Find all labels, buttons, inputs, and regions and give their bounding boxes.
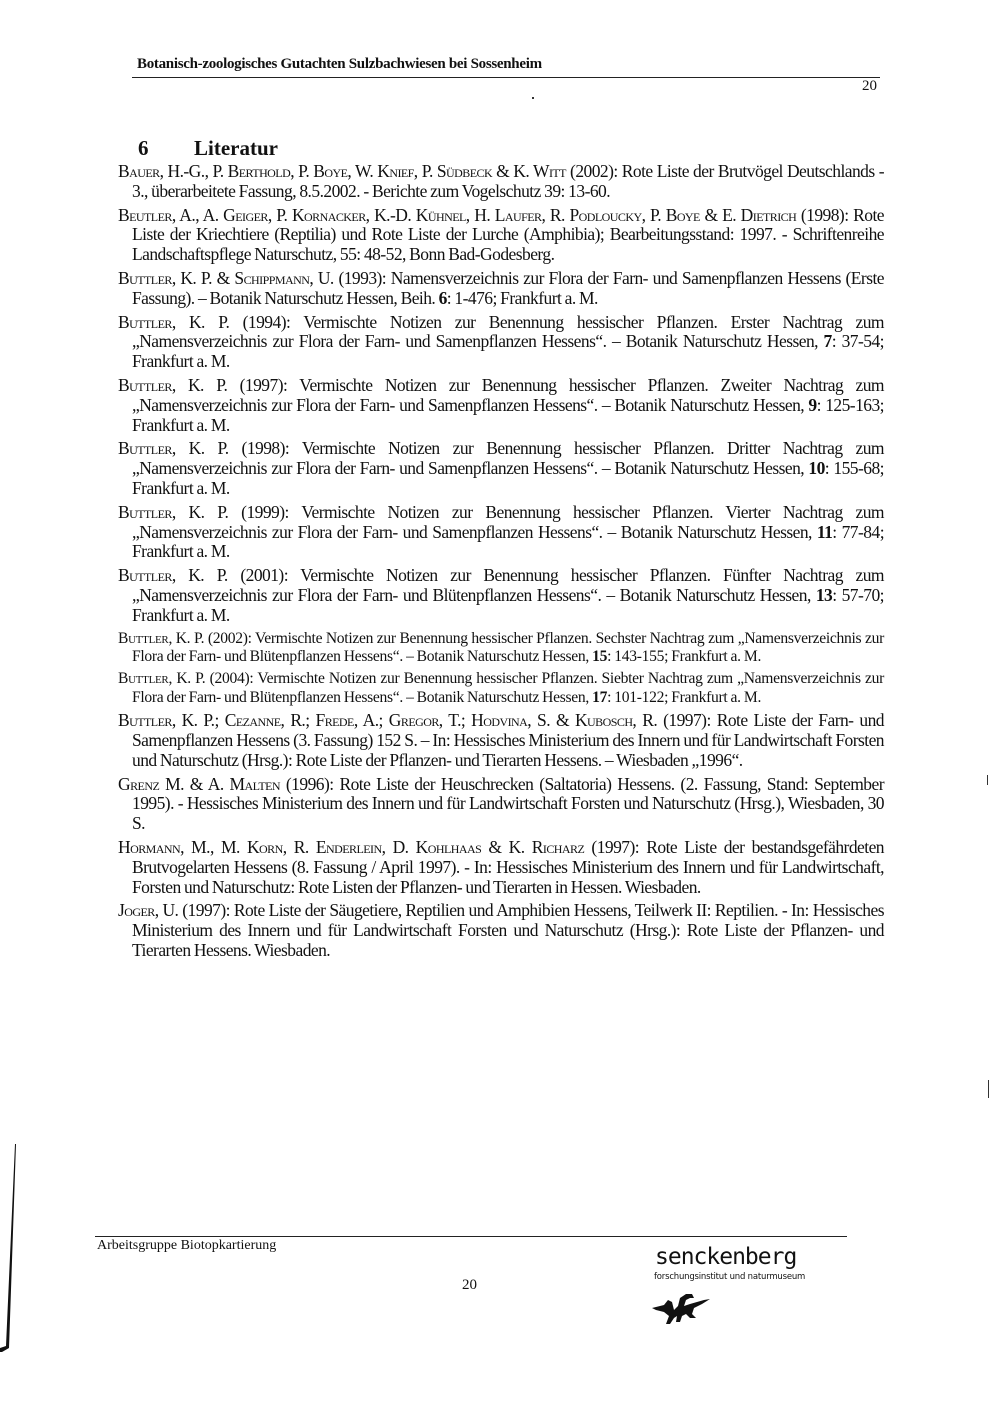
reference-volume: 10 [808,458,825,479]
reference-volume: 6 [438,287,447,308]
scan-speck [532,97,534,99]
reference-item [118,711,884,770]
reference-authors: Buttler, K. P. & Schippmann, U. [118,267,334,288]
footer-rule [95,1236,847,1237]
reference-item [118,376,884,435]
reference-item [118,775,884,834]
reference-text: (1996): Rote Liste der Heuschrecken (Saltatoria) Hessens. (2. Fassung, Stand: September 1995). - Hessisches Ministerium des Innern und für Landwirtschaft Forsten und Naturschutz (Hrsg.), Wiesbaden, 30 S. [132,773,884,834]
reference-authors: Buttler, K. P. [118,311,230,332]
reference-authors: Bauer, H.-G., P. Berthold, P. Boye, W. Knief, P. Südbeck & K. Witt [118,161,566,181]
dinosaur-icon [650,1288,712,1331]
reference-text: (1994): Vermischte Notizen zur Benennung hessischer Pflanzen. Erster Nachtrag zum „Namensverzeichnis zur Flora der Farn- und Samenpflanzen Hessens“. – Botanik Naturschutz Hessen, [132,311,884,352]
reference-volume: 13 [815,584,833,605]
header-page-number: 20 [862,78,877,94]
reference-volume: 9 [808,394,817,415]
scan-speck [987,775,988,785]
reference-text: (1997): Vermischte Notizen zur Benennung hessischer Pflanzen. Zweiter Nachtrag zum „Namensverzeichnis zur Flora der Farn- und Samenpflanzen Hessens“. – Botanik Naturschutz Hessen, [132,374,884,415]
section-heading [138,136,278,160]
reference-item [118,269,884,309]
reference-authors: Buttler, K. P. [118,501,229,522]
reference-item [118,901,884,960]
reference-pages: : 77-84; Frankfurt a. M. [132,521,885,562]
reference-list [118,162,884,965]
running-header-title: Botanisch-zoologisches Gutachten Sulzbachwiesen bei Sossenheim [137,56,542,72]
reference-authors: Beutler, A., A. Geiger, P. Kornacker, K.-D. Kühnel, H. Laufer, R. Podloucky, P. Boye & E. Dietrich [118,204,797,225]
reference-item [118,630,884,667]
reference-text: (1997): Rote Liste der Farn- und Samenpflanzen Hessens (3. Fassung) 152 S. – In: Hessisches Ministerium des Innern und für Landwirtschaft Forsten und Naturschutz (Hrsg.): Rote Liste der Pflanzen- und Tierarten Hessens. – Wiesbaden „1996“. [132,710,884,770]
footer-organization: Arbeitsgruppe Biotopkartierung [97,1238,277,1253]
reference-authors: Buttler, K. P. [118,438,229,459]
reference-volume: 15 [592,647,608,665]
reference-pages: : 37-54; Frankfurt a. M. [132,331,884,372]
reference-text: (2002): Vermischte Notizen zur Benennung hessischer Pflanzen. Sechster Nachtrag zum „Namensverzeichnis zur Flora der Farn- und Blütenpflanzen Hessens“. – Botanik Naturschutz Hessen, [132,629,884,665]
reference-item [118,206,884,265]
senckenberg-logo-subtitle: forschungsinstitut und naturmuseum [654,1272,806,1282]
scan-edge-mark [0,1140,20,1360]
reference-volume: 7 [823,331,832,352]
reference-authors: Hormann, M., M. Korn, R. Enderlein, D. Kohlhaas & K. Richarz [118,836,585,857]
reference-text: (1998): Rote Liste der Kriechtiere (Reptilia) und Rote Liste der Lurche (Amphibia); Bearbeitungsstand: 1997. - Schriftenreihe Landschaftspflege Naturschutz, 55: 48-52, Bonn Bad-Godesberg. [132,204,884,265]
header-rule [132,77,880,78]
reference-text: (2002): Rote Liste der Brutvögel Deutschlands - 3., überarbeitete Fassung, 8.5.2002. - Berichte zum Vogelschutz 39: 13-60. [132,161,884,201]
section-title: Literatur [194,136,278,160]
reference-text: (1998): Vermischte Notizen zur Benennung hessischer Pflanzen. Dritter Nachtrag zum „Namensverzeichnis zur Flora der Farn- und Samenpflanzen Hessens“. – Botanik Naturschutz Hessen, [132,438,884,479]
reference-item [118,566,884,625]
reference-text: (2001): Vermischte Notizen zur Benennung hessischer Pflanzen. Fünfter Nachtrag zum „Namensverzeichnis zur Flora der Farn- und Blütenpflanzen Hessens“. – Botanik Naturschutz Hessen, [132,565,884,605]
reference-text: (1997): Rote Liste der Säugetiere, Reptilien und Amphibien Hessens, Teilwerk II: Reptilien. - In: Hessisches Ministerium des Innern und für Landwirtschaft Forsten und Naturschutz (Hrsg.): Rote Liste der Pflanzen- und Tierarten Hessens. Wiesbaden. [132,900,884,960]
reference-volume: 17 [592,688,608,706]
reference-item [118,838,884,897]
reference-authors: Joger, U. [118,900,179,921]
section-number: 6 [138,136,149,160]
reference-text: (2004): Vermischte Notizen zur Benennung hessischer Pflanzen. Siebter Nachtrag zum „Namensverzeichnis zur Flora der Farn- und Blütenpflanzen Hessens“. – Botanik Naturschutz Hessen, [132,670,884,706]
reference-authors: Grenz M. & A. Malten [118,773,281,794]
reference-text: (1993): Namensverzeichnis zur Flora der Farn- und Samenpflanzen Hessens (Erste Fassung). – Botanik Naturschutz Hessen, Beih. [132,267,884,308]
footer-page-number: 20 [462,1277,477,1293]
reference-authors: Buttler, K. P. [118,374,228,395]
reference-authors: Buttler, K. P.; Cezanne, R.; Frede, A.; Gregor, T.; Hodvina, S. & Kubosch, R. [118,710,658,731]
reference-pages: : 101-122; Frankfurt a. M. [607,688,762,706]
senckenberg-logo-wordmark: senckenberg [655,1244,797,1270]
reference-authors: Buttler, K. P. [118,565,228,586]
reference-text: (1999): Vermischte Notizen zur Benennung hessischer Pflanzen. Vierter Nachtrag zum „Namensverzeichnis zur Flora der Farn- und Samenpflanzen Hessens“. – Botanik Naturschutz Hessen, [132,501,884,542]
reference-item [118,439,884,498]
reference-item [118,162,884,202]
reference-volume: 11 [816,521,833,542]
reference-pages: : 125-163; Frankfurt a. M. [132,394,884,435]
reference-authors: Buttler, K. P. [118,670,206,688]
reference-item [118,670,884,707]
reference-item [118,503,884,562]
reference-authors: Buttler, K. P. [118,629,205,647]
reference-pages: : 155-68; Frankfurt a. M. [132,458,884,498]
reference-pages: : 1-476; Frankfurt a. M. [446,287,598,308]
reference-pages: : 57-70; Frankfurt a. M. [132,584,884,625]
scan-speck [988,1080,989,1098]
reference-pages: : 143-155; Frankfurt a. M. [607,647,762,665]
reference-item [118,313,884,372]
reference-text: (1997): Rote Liste der bestandsgefährdeten Brutvogelarten Hessens (8. Fassung / April 1997). - In: Hessisches Ministerium des Innern und für Landwirtschaft, Forsten und Naturschutz: Rote Listen der Pflanzen- und Tierarten in Hessen. Wiesbaden. [132,836,884,897]
